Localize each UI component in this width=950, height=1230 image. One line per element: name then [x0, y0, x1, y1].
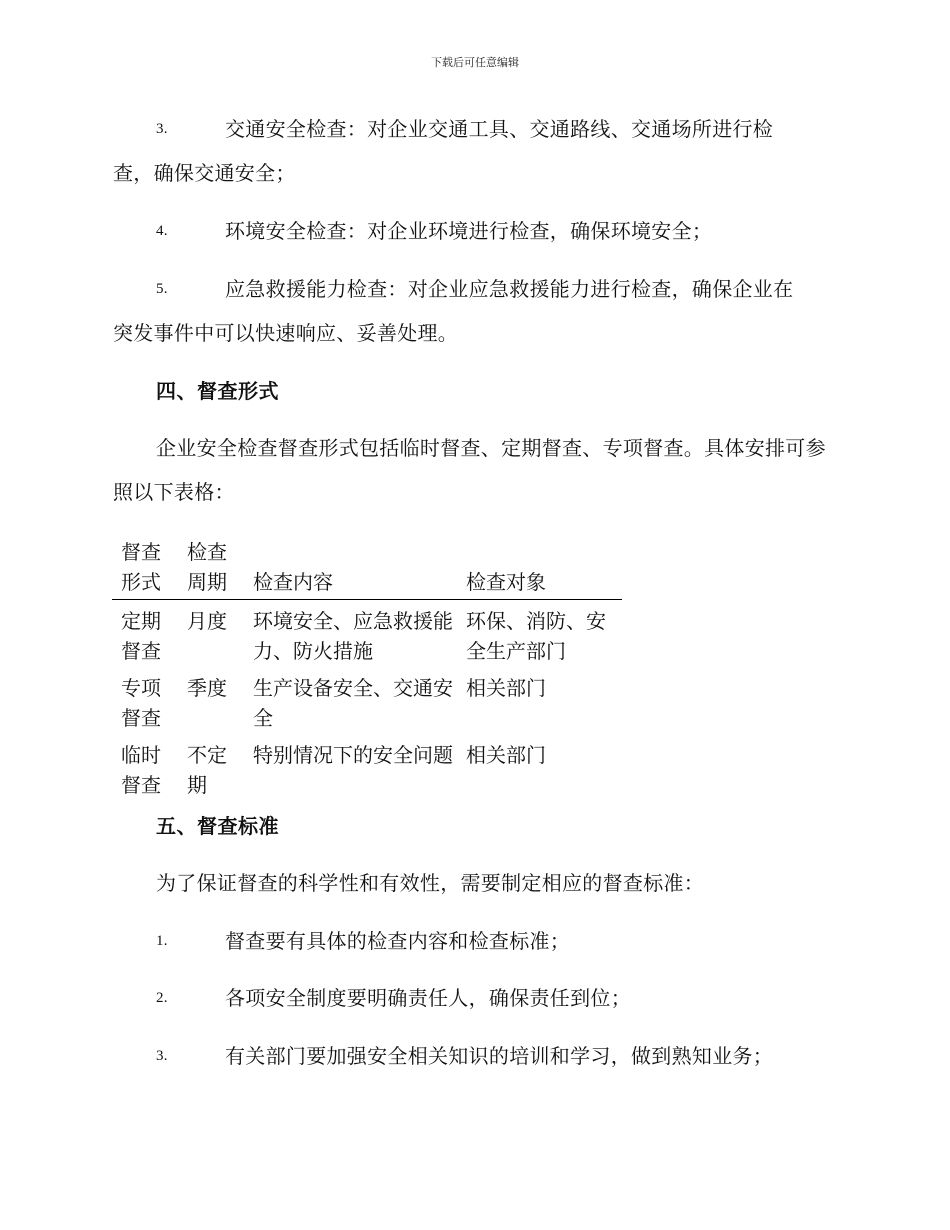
- list-text-line1: 环境安全检查：对企业环境进行检查，确保环境安全；: [225, 219, 713, 243]
- list-number: 3.: [156, 1048, 168, 1064]
- list-number: 2.: [156, 990, 168, 1006]
- section-intro: 企业安全检查督查形式包括临时督查、定期督查、专项督查。具体安排可参照以下表格：: [113, 436, 826, 504]
- table-row: [112, 671, 622, 738]
- list-text: 督查要有具体的检查内容和检查标准；: [225, 929, 571, 953]
- table-cell: 相关部门: [466, 676, 546, 700]
- list-item: [113, 267, 838, 355]
- list-text: 各项安全制度要明确责任人，确保责任到位；: [225, 986, 631, 1010]
- list-item: [113, 1034, 838, 1078]
- page-header: 下载后可任意编辑: [431, 56, 519, 69]
- table-header-cell: 督查形式: [121, 540, 161, 594]
- list-text-line1: 交通安全检查：对企业交通工具、交通路线、交通场所进行检: [225, 117, 774, 141]
- section-intro: 为了保证督查的科学性和有效性，需要制定相应的督查标准：: [156, 871, 705, 895]
- inspection-table: [112, 537, 622, 805]
- table-cell: 不定期: [187, 743, 227, 797]
- list-item: [113, 107, 838, 195]
- table-cell: 月度: [187, 609, 227, 633]
- list-item: [113, 976, 838, 1020]
- section-heading: 四、督查形式: [156, 379, 279, 403]
- table-cell: 环境安全、应急救援能力、防火措施: [253, 609, 453, 663]
- list-item: [113, 919, 838, 963]
- table-cell: 临时督查: [121, 743, 161, 797]
- table-cell: 相关部门: [466, 743, 546, 767]
- table-cell: 定期督查: [121, 609, 161, 663]
- list-number: 4.: [156, 223, 168, 239]
- list-number: 1.: [156, 933, 168, 949]
- list-item: [113, 209, 838, 253]
- list-text-line1: 应急救援能力检查：对企业应急救援能力进行检查，确保企业在: [225, 277, 794, 301]
- table-header-cell: 检查周期: [187, 540, 227, 594]
- table-header-cell: 检查内容: [253, 570, 333, 594]
- table-header-row: [112, 537, 622, 600]
- section-heading: 五、督查标准: [156, 814, 279, 838]
- table-cell: 特别情况下的安全问题: [253, 743, 453, 767]
- table-cell: 生产设备安全、交通安全: [253, 676, 453, 730]
- table-row: [112, 738, 622, 805]
- list-text-line2: 查，确保交通安全；: [113, 161, 296, 185]
- list-text: 有关部门要加强安全相关知识的培训和学习，做到熟知业务；: [225, 1044, 774, 1068]
- table-row: [112, 604, 622, 671]
- table-cell: 专项督查: [121, 676, 161, 730]
- table-cell: 环保、消防、安全生产部门: [466, 609, 606, 663]
- table-cell: 季度: [187, 676, 227, 700]
- table-header-cell: 检查对象: [466, 570, 546, 594]
- list-number: 5.: [156, 281, 168, 297]
- list-number: 3.: [156, 121, 168, 137]
- list-text-line2: 突发事件中可以快速响应、妥善处理。: [113, 321, 459, 345]
